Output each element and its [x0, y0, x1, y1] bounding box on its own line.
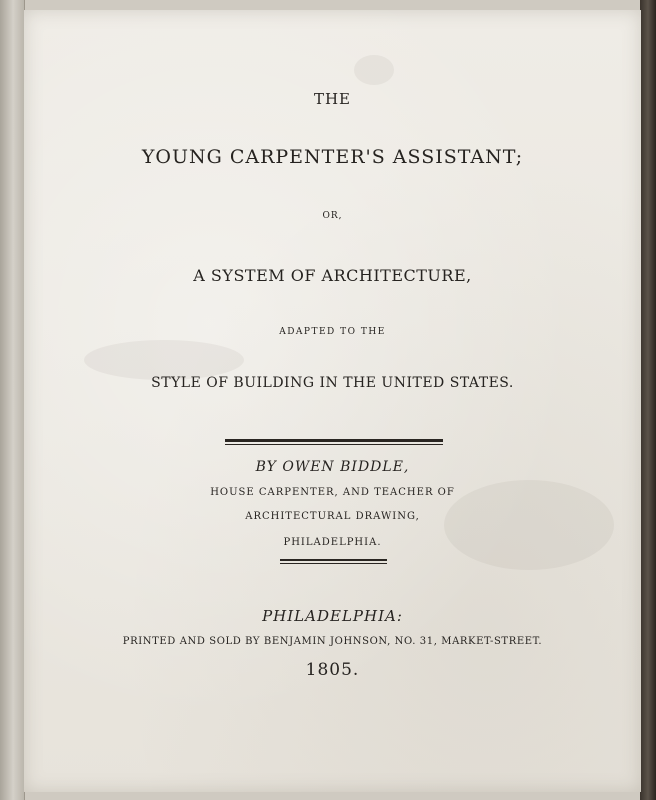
short-rule-top: [280, 559, 387, 561]
left-page-edge: [0, 0, 25, 800]
publication-year: 1805.: [305, 660, 360, 680]
imprint-city: PHILADELPHIA:: [262, 607, 403, 625]
title-page: [24, 10, 641, 792]
double-rule-bottom: [225, 444, 443, 445]
short-rule-bottom: [280, 563, 387, 564]
double-rule-top: [225, 439, 443, 442]
adapted-line: ADAPTED TO THE: [279, 327, 386, 337]
paper-stain: [354, 55, 394, 85]
main-title: YOUNG CARPENTER'S ASSISTANT;: [141, 146, 524, 168]
title-article: THE: [313, 90, 352, 108]
subtitle-continued: STYLE OF BUILDING IN THE UNITED STATES.: [151, 375, 514, 391]
printer-line: PRINTED AND SOLD BY BENJAMIN JOHNSON, NO. 31, MARKET-STREET.: [122, 636, 543, 647]
author-occupation-line2: ARCHITECTURAL DRAWING,: [245, 511, 420, 522]
author-city: PHILADELPHIA.: [283, 537, 382, 548]
book-cover-edge: [640, 0, 656, 800]
subtitle: A SYSTEM OF ARCHITECTURE,: [193, 266, 472, 285]
author-occupation-line1: HOUSE CARPENTER, AND TEACHER OF: [210, 487, 455, 498]
title-conjunction: OR,: [322, 211, 343, 221]
paper-stain: [84, 340, 244, 380]
author-line: BY OWEN BIDDLE,: [255, 459, 410, 475]
